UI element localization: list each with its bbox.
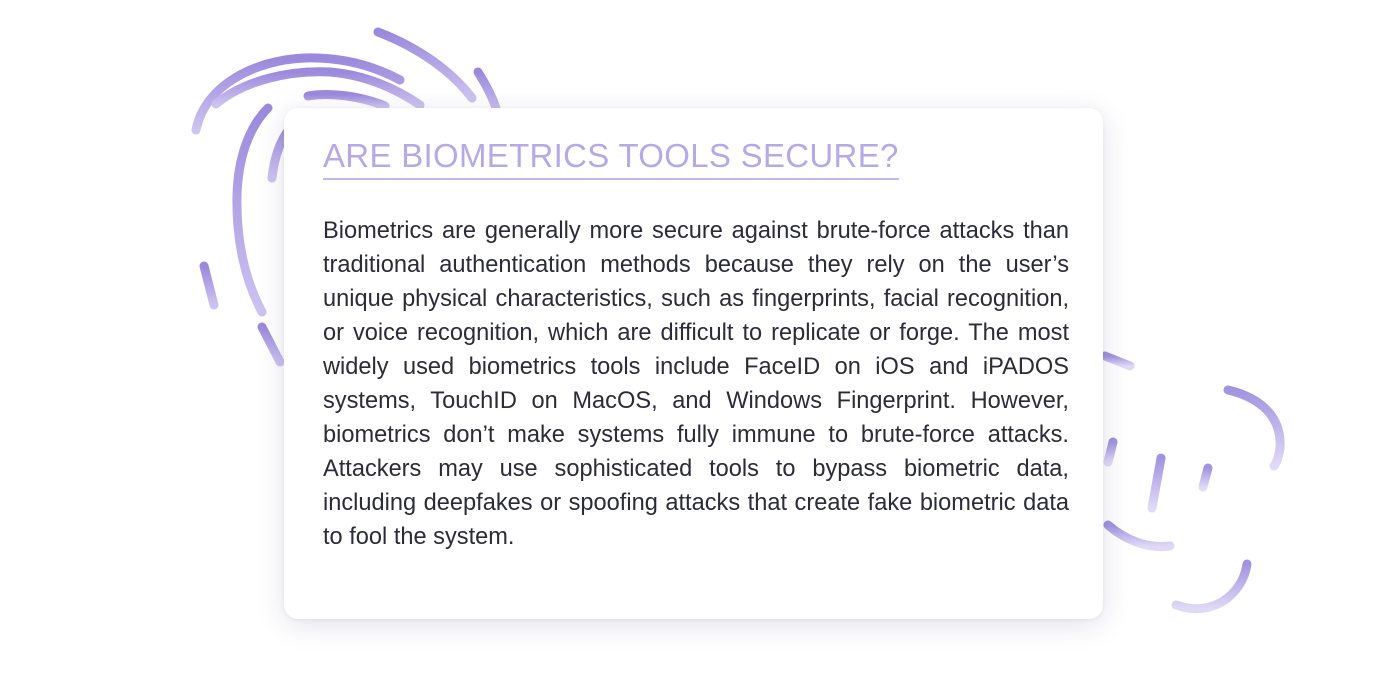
card-body: Biometrics are generally more secure against brute-force attacks than traditional authentication methods because they rely on the user’s unique physical characteristics, such as fingerprints, facial recognition, or voice recognition, which are difficult to replicate or forge. The most widely used biometrics tools include FaceID on iOS and iPADOS systems, TouchID on MacOS, and Windows Fingerprint. However, biometrics don’t make systems fully immune to brute-force attacks. Attackers may use sophisticated tools to bypass biometric data, including deepfakes or spoofing attacks that create fake biometric data to fool the system.	[323, 218, 1069, 550]
fingerprint-icon	[1105, 356, 1280, 609]
info-card	[284, 108, 1103, 619]
card-title: ARE BIOMETRICS TOOLS SECURE?	[323, 136, 899, 180]
